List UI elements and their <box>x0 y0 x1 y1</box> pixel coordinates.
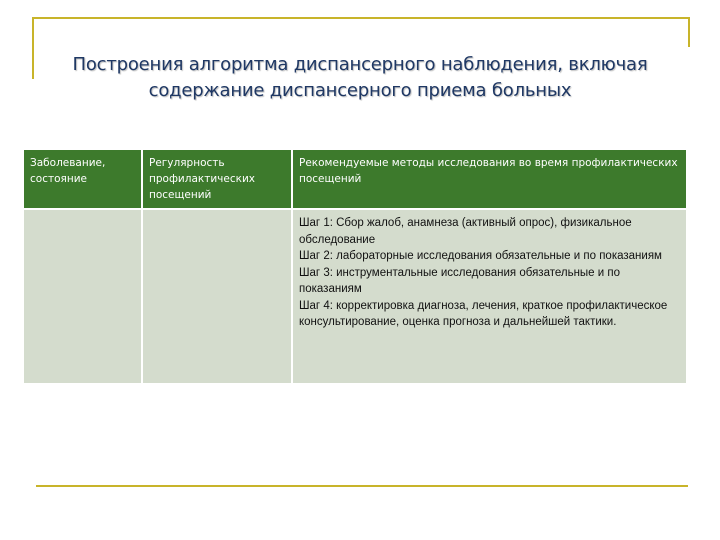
slide-title <box>30 52 690 104</box>
slide-title-line-2: содержание диспансерного приема больных <box>148 80 572 101</box>
header-methods: Рекомендуемые методы исследования во время профилактических посещений <box>292 150 686 209</box>
frame-top-line <box>32 17 690 19</box>
frame-bottom-line <box>36 485 688 487</box>
cell-methods <box>292 209 686 383</box>
algorithm-table <box>24 150 686 383</box>
cell-regularity <box>142 209 292 383</box>
slide-title-line-1: Построения алгоритма диспансерного наблюдения, включая <box>72 54 648 75</box>
step-3: Шаг 3: инструментальные исследования обязательные и по показаниям <box>299 266 621 295</box>
cell-condition <box>24 209 142 383</box>
step-2: Шаг 2: лабораторные исследования обязательные и по показаниям <box>299 250 662 262</box>
frame-right-line <box>688 17 690 47</box>
step-1: Шаг 1: Сбор жалоб, анамнеза (активный опрос), физикальное обследование <box>299 217 632 246</box>
table-row <box>24 209 686 383</box>
header-regularity: Регулярность профилактических посещений <box>142 150 292 209</box>
header-condition: Заболевание, состояние <box>24 150 142 209</box>
table-header-row <box>24 150 686 209</box>
step-4: Шаг 4: корректировка диагноза, лечения, краткое профилактическое консультирование, оценка прогноза и дальнейшей тактики. <box>299 299 668 328</box>
